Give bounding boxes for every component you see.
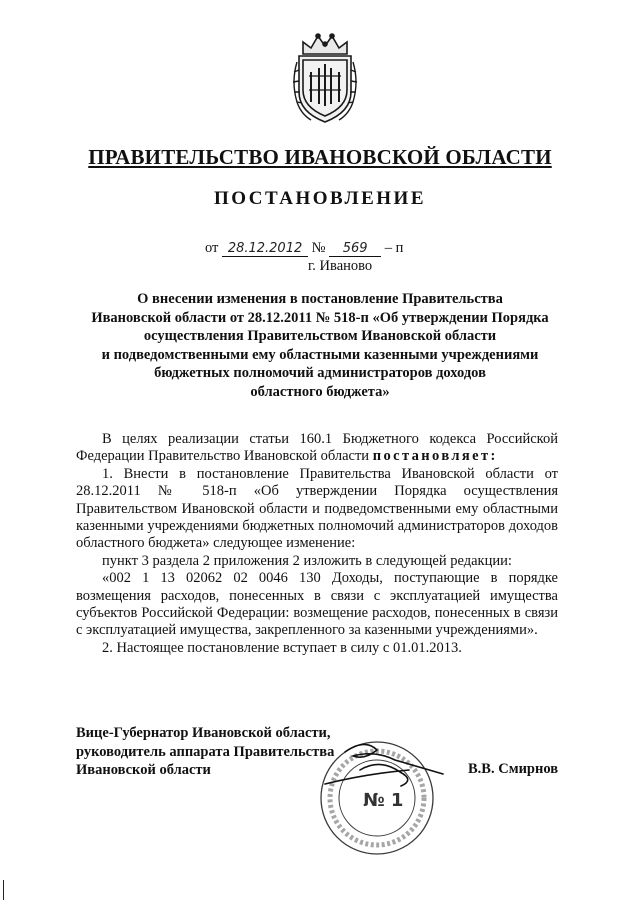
subject-line: Ивановской области от 28.12.2011 № 518-п «Об утверждении Порядка xyxy=(91,309,549,326)
handwritten-date: 28.12.2012 xyxy=(222,241,308,257)
document-subject xyxy=(60,290,580,401)
subject-line: и подведомственными ему областными казенными учреждениями xyxy=(101,346,539,363)
official-stamp-and-signature xyxy=(305,730,455,860)
signatory-position xyxy=(76,724,334,780)
position-line: Ивановской области xyxy=(76,762,211,778)
date-prefix: от xyxy=(205,240,219,256)
preamble-paragraph xyxy=(76,431,558,466)
document-type-title: ПОСТАНОВЛЕНИЕ xyxy=(213,188,427,209)
date-number-line xyxy=(205,240,403,257)
subject-line: осуществления Правительством Ивановской области xyxy=(143,328,497,344)
item-1-sub-paragraph: пункт 3 раздела 2 приложения 2 изложить в следующей редакции: xyxy=(102,552,512,569)
organization-title: ПРАВИТЕЛЬСТВО ИВАНОВСКОЙ ОБЛАСТИ xyxy=(88,145,552,169)
preamble-text: В целях реализации статьи 160.1 Бюджетного кодекса Российской Федерации Правительство Ивановской области xyxy=(76,431,558,465)
number-sign: № xyxy=(311,240,326,256)
number-suffix: – п xyxy=(384,240,404,256)
subject-line: О внесении изменения в постановление Правительства xyxy=(137,291,503,307)
city: г. Иваново xyxy=(308,258,373,274)
position-line: Вице-Губернатор Ивановской области, xyxy=(76,725,331,741)
subject-line: бюджетных полномочий администраторов доходов xyxy=(154,365,486,381)
stamp-number: № 1 xyxy=(363,790,404,811)
decree-word: постановляет: xyxy=(372,448,498,465)
document-body xyxy=(76,431,558,657)
handwritten-number: 569 xyxy=(329,241,381,257)
coat-of-arms-emblem xyxy=(289,32,361,127)
position-line: руководитель аппарата Правительства xyxy=(76,743,335,760)
quoted-amendment: «002 1 13 02062 02 0046 130 Доходы, поступающие в порядке возмещения расходов, понесенных в связи с эксплуатацией имущества субъектов Российской Федерации: возмещение расходов, понесенных в связи с эксплуатацией имущества, закрепленного за казенными учреждениями». xyxy=(76,570,558,639)
subject-line: областного бюджета» xyxy=(250,383,390,400)
item-2-paragraph: 2. Настоящее постановление вступает в силу с 01.01.2013. xyxy=(102,639,462,656)
signatory-name: В.В. Смирнов xyxy=(468,761,559,777)
scan-edge-mark xyxy=(3,880,4,900)
item-1-paragraph: 1. Внести в постановление Правительства Ивановской области от 28.12.2011 № 518-п «Об утверждении Порядка осуществления Правительством Ивановской области и подведомственными ему областными казенными учреждениями бюджетных полномочий администраторов доходов областного бюджета» следующее изменение: xyxy=(76,465,558,552)
